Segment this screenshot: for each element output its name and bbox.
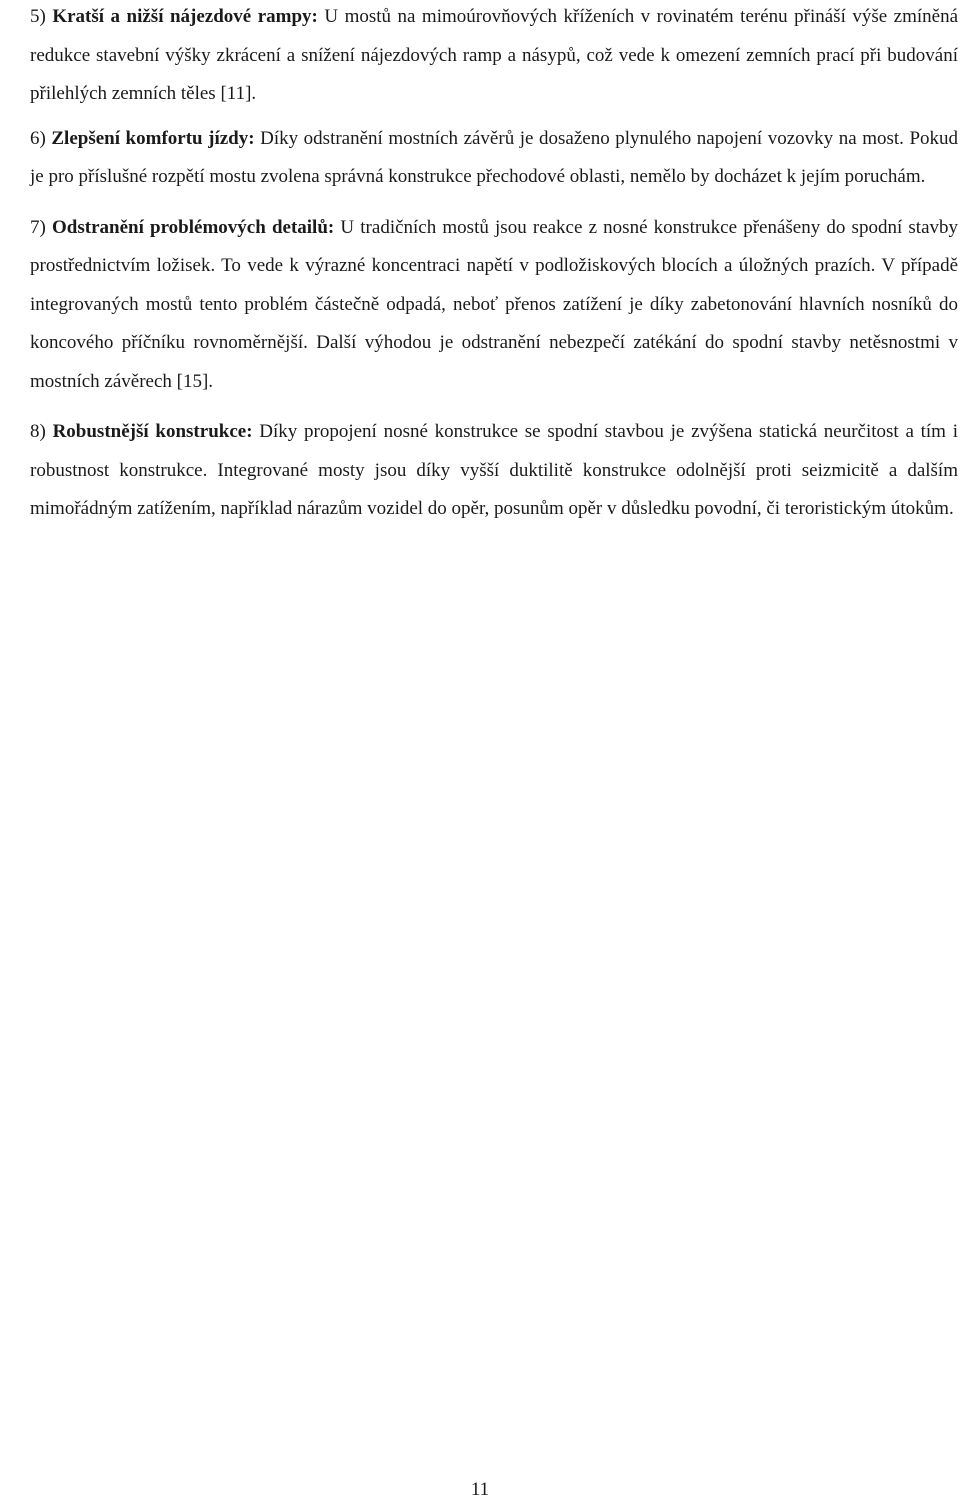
item-body: U tradičních mostů jsou reakce z nosné konstrukce přenášeny do spodní stavby prostřednictvím ložisek. To vede k výrazné koncentraci napětí v podložiskových blocích a úložných prazích. V případě integrovaných mostů tento problém částečně odpadá, neboť přenos zatížení je díky zabetonování hlavních nosníků do koncového příčníku rovnoměrnější. Další výhodou je odstranění nebezpečí zatékání do spodní stavby netěsnostmi v mostních závěrech [15]. <box>30 216 959 392</box>
item-heading: Robustnější konstrukce: <box>52 421 253 442</box>
list-item-7 <box>30 209 958 402</box>
list-item-8 <box>30 413 958 529</box>
item-number: 6) <box>30 127 46 149</box>
document-body <box>30 0 958 529</box>
item-body: U mostů na mimoúrovňových kříženích v rovinatém terénu přináší výše zmíněná redukce stavební výšky zkrácení a snížení nájezdových ramp a násypů, což vede k omezení zemních prací při budování přilehlých zemních těles [11]. <box>30 6 959 104</box>
item-body: Díky propojení nosné konstrukce se spodní stavbou je zvýšena statická neurčitost a tím i robustnost konstrukce. Integrované mosty jsou díky vyšší duktilitě konstrukce odolnější proti seizmicitě a dalším mimořádným zatížením, například nárazům vozidel do opěr, posunům opěr v důsledku povodní, či teroristickým útokům. <box>30 421 958 519</box>
item-heading: Kratší a nižší nájezdové rampy: <box>52 6 318 27</box>
item-number: 8) <box>30 421 46 442</box>
list-item-5 <box>30 0 958 114</box>
item-number: 5) <box>30 6 46 27</box>
item-heading: Odstranění problémových detailů: <box>52 216 335 238</box>
item-heading: Zlepšení komfortu jízdy: <box>51 127 255 149</box>
list-item-6 <box>30 120 958 197</box>
page-number: 11 <box>470 1479 490 1500</box>
item-number: 7) <box>30 216 46 238</box>
item-body: Díky odstranění mostních závěrů je dosaženo plynulého napojení vozovky na most. Pokud je pro příslušné rozpětí mostu zvolena správná konstrukce přechodové oblasti, nemělo by docházet k jejím poruchám. <box>30 127 959 187</box>
